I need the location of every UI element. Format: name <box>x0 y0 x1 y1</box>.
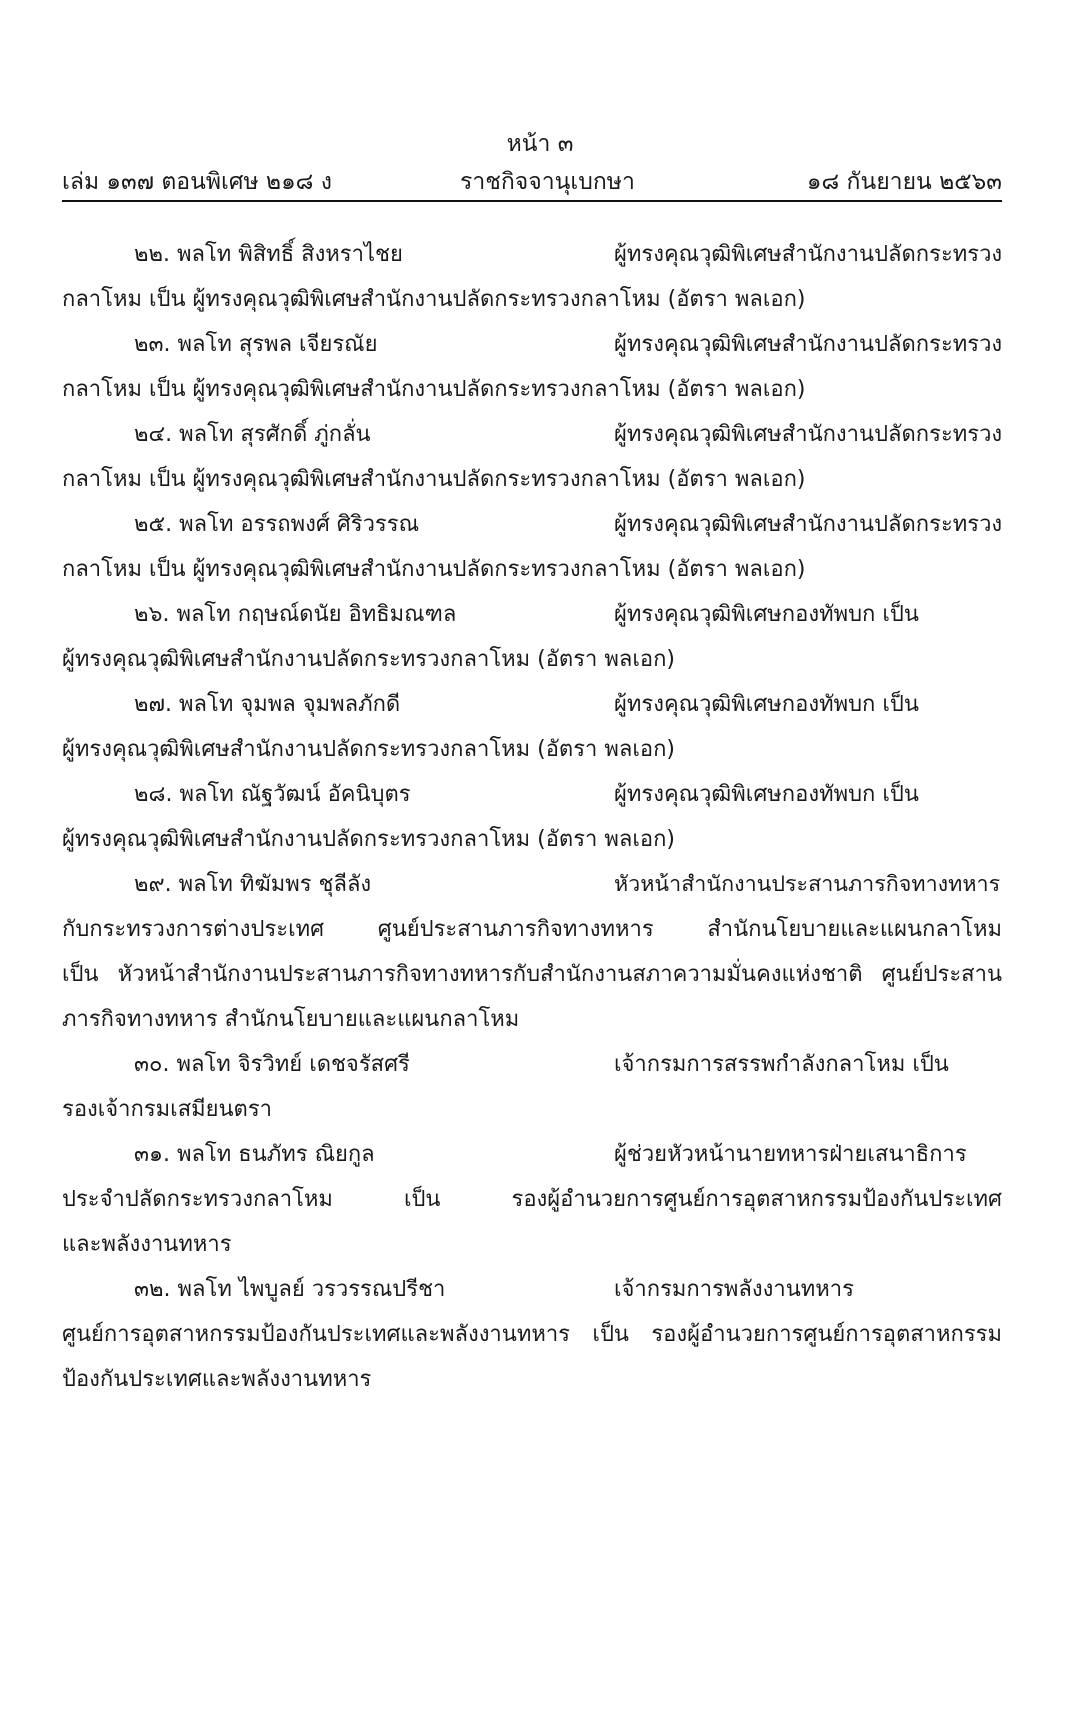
entry-number-name: ๓๐. พลโท จิรวิทย์ เดชจรัสศรี <box>134 1052 410 1077</box>
entry-continuation-line: ประจำปลัดกระทรวงกลาโหม เป็น รองผู้อำนวยการศูนย์การอุตสาหกรรมป้องกันประเทศ <box>62 1187 1002 1212</box>
publication-date: ๑๘ กันยายน ๒๕๖๓ <box>806 169 1002 195</box>
appointment-entry <box>62 1132 1002 1267</box>
entry-current-position: เจ้ากรมการพลังงานทหาร <box>614 1277 854 1302</box>
entry-first-line <box>62 412 1002 457</box>
entry-first-line <box>62 772 1002 817</box>
entry-current-position: ผู้ทรงคุณวุฒิพิเศษสำนักงานปลัดกระทรวง <box>614 422 1003 447</box>
entry-first-line <box>62 592 1002 637</box>
page-number: หน้า ๓ <box>506 131 574 157</box>
entry-first-line <box>62 502 1002 547</box>
appointment-entry <box>62 1042 1002 1132</box>
entry-number-name: ๓๒. พลโท ไพบูลย์ วรวรรณปรีชา <box>134 1277 446 1302</box>
entry-continuation-line: รองเจ้ากรมเสมียนตรา <box>62 1097 273 1122</box>
entry-continuation-line: กลาโหม เป็น ผู้ทรงคุณวุฒิพิเศษสำนักงานปลัดกระทรวงกลาโหม (อัตรา พลเอก) <box>62 557 806 582</box>
appointment-entry <box>62 1267 1002 1402</box>
entry-continuation-line: กลาโหม เป็น ผู้ทรงคุณวุฒิพิเศษสำนักงานปลัดกระทรวงกลาโหม (อัตรา พลเอก) <box>62 467 806 492</box>
entry-number-name: ๒๗. พลโท จุมพล จุมพลภักดี <box>134 692 401 717</box>
appointment-entry <box>62 682 1002 772</box>
entry-current-position: ผู้ทรงคุณวุฒิพิเศษสำนักงานปลัดกระทรวง <box>614 242 1003 267</box>
entry-number-name: ๒๓. พลโท สุรพล เจียรณัย <box>134 332 378 357</box>
entry-continuation-line: ผู้ทรงคุณวุฒิพิเศษสำนักงานปลัดกระทรวงกลาโหม (อัตรา พลเอก) <box>62 647 676 672</box>
entry-current-position: เจ้ากรมการสรรพกำลังกลาโหม เป็น <box>614 1052 949 1077</box>
appointment-entry <box>62 592 1002 682</box>
appointment-entry <box>62 772 1002 862</box>
entry-continuation-line: และพลังงานทหาร <box>62 1232 232 1257</box>
entry-first-line <box>62 1132 1002 1177</box>
entry-first-line <box>62 862 1002 907</box>
entry-current-position: ผู้ช่วยหัวหน้านายทหารฝ่ายเสนาธิการ <box>614 1142 967 1167</box>
entry-continuation-line: กับกระทรวงการต่างประเทศ ศูนย์ประสานภารกิจทางทหาร สำนักนโยบายและแผนกลาโหม <box>62 917 1002 942</box>
entry-number-name: ๓๑. พลโท ธนภัทร ณิยกูล <box>134 1142 375 1167</box>
appointment-entry <box>62 862 1002 1042</box>
entry-current-position: ผู้ทรงคุณวุฒิพิเศษกองทัพบก เป็น <box>614 602 919 627</box>
entry-number-name: ๒๔. พลโท สุรศักดิ์ ภู่กลั่น <box>134 422 371 447</box>
entry-number-name: ๒๙. พลโท ทิฆัมพร ชุลีลัง <box>134 872 372 897</box>
gazette-header <box>62 164 1002 198</box>
entry-number-name: ๒๒. พลโท พิสิทธิ์ สิงหราไชย <box>134 242 403 267</box>
entry-number-name: ๒๖. พลโท กฤษณ์ดนัย อิทธิมณฑล <box>134 602 457 627</box>
entry-continuation-line: ผู้ทรงคุณวุฒิพิเศษสำนักงานปลัดกระทรวงกลาโหม (อัตรา พลเอก) <box>62 737 676 762</box>
gazette-title: ราชกิจจานุเบกษา <box>460 169 635 195</box>
entry-continuation-line: กลาโหม เป็น ผู้ทรงคุณวุฒิพิเศษสำนักงานปลัดกระทรวงกลาโหม (อัตรา พลเอก) <box>62 377 806 402</box>
entry-continuation-line: เป็น หัวหน้าสำนักงานประสานภารกิจทางทหารกับสำนักงานสภาความมั่นคงแห่งชาติ ศูนย์ประสาน <box>62 962 1002 987</box>
entry-continuation-line: กลาโหม เป็น ผู้ทรงคุณวุฒิพิเศษสำนักงานปลัดกระทรวงกลาโหม (อัตรา พลเอก) <box>62 287 806 312</box>
entry-continuation-line: ผู้ทรงคุณวุฒิพิเศษสำนักงานปลัดกระทรวงกลาโหม (อัตรา พลเอก) <box>62 827 676 852</box>
entry-current-position: ผู้ทรงคุณวุฒิพิเศษกองทัพบก เป็น <box>614 782 919 807</box>
appointment-entry <box>62 232 1002 322</box>
entry-continuation-line: ศูนย์การอุตสาหกรรมป้องกันประเทศและพลังงานทหาร เป็น รองผู้อำนวยการศูนย์การอุตสาหกรรม <box>62 1322 1002 1347</box>
entry-first-line <box>62 322 1002 367</box>
appointment-entry <box>62 502 1002 592</box>
entry-first-line <box>62 1042 1002 1087</box>
entry-number-name: ๒๕. พลโท อรรถพงศ์ ศิริวรรณ <box>134 512 419 537</box>
volume-issue: เล่ม ๑๓๗ ตอนพิเศษ ๒๑๘ ง <box>62 169 332 195</box>
entry-continuation-line: ภารกิจทางทหาร สำนักนโยบายและแผนกลาโหม <box>62 1007 520 1032</box>
entry-first-line <box>62 232 1002 277</box>
entry-current-position: ผู้ทรงคุณวุฒิพิเศษสำนักงานปลัดกระทรวง <box>614 512 1003 537</box>
entry-current-position: ผู้ทรงคุณวุฒิพิเศษกองทัพบก เป็น <box>614 692 919 717</box>
entry-first-line <box>62 682 1002 727</box>
appointment-entry <box>62 322 1002 412</box>
entry-continuation-line: ป้องกันประเทศและพลังงานทหาร <box>62 1367 372 1392</box>
appointment-entry <box>62 412 1002 502</box>
entry-current-position: หัวหน้าสำนักงานประสานภารกิจทางทหาร <box>614 872 1001 897</box>
entry-number-name: ๒๘. พลโท ณัฐวัฒน์ อัคนิบุตร <box>134 782 411 807</box>
document-body <box>62 232 1002 1402</box>
entry-first-line <box>62 1267 1002 1312</box>
header-rule <box>62 200 1002 202</box>
entry-current-position: ผู้ทรงคุณวุฒิพิเศษสำนักงานปลัดกระทรวง <box>614 332 1003 357</box>
